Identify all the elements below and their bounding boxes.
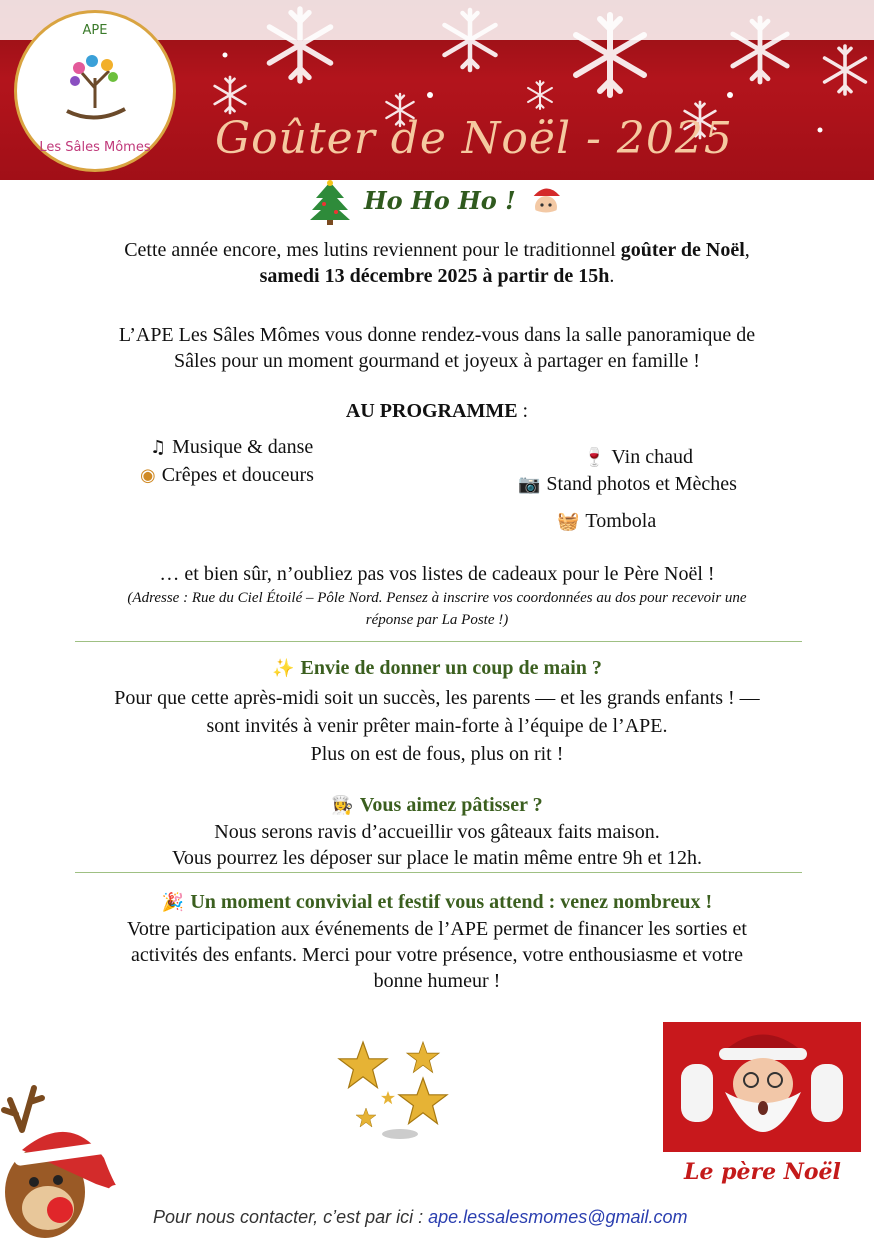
programme-label: Stand photos et Mèches [546, 473, 737, 495]
party-popper-icon: 🎉 [161, 892, 185, 913]
music-note-icon: ♫ [150, 437, 167, 458]
bake-line-2: Vous pourrez les déposer sur place le matin même entre 9h et 12h. [171, 847, 703, 869]
festive-line-1: Votre participation aux événements de l’APE permet de financer les sorties et [127, 918, 747, 940]
intro-text: Cette année encore, mes lutins reviennent pour le traditionnel [124, 239, 621, 261]
festive-heading-text: Un moment convivial et festif vous attend : venez nombreux ! [190, 891, 713, 913]
logo-name-text: Les Sâles Mômes [39, 140, 151, 155]
greeting-text: Ho Ho Ho ! [364, 186, 516, 215]
help-section [60, 655, 814, 767]
programme-item-wine [583, 446, 693, 469]
programme-label: Vin chaud [611, 446, 693, 468]
programme-title: AU PROGRAMME [345, 400, 518, 422]
contact-line [153, 1207, 688, 1228]
help-heading-text: Envie de donner un coup de main ? [300, 657, 602, 679]
address-note-line-1: (Adresse : Rue du Ciel Étoilé – Pôle Nord. Pensez à inscrire vos coordonnées au dos pour recevoir une [127, 590, 747, 606]
camera-icon: 📷 [518, 474, 541, 495]
help-line-2: sont invités à venir prêter main-forte à l’équipe de l’APE. [206, 715, 668, 737]
section-divider [75, 641, 802, 642]
festive-line-3: bonne humeur ! [373, 970, 501, 992]
bake-heading-text: Vous aimez pâtisser ? [359, 794, 543, 816]
intro-line-1 [60, 237, 814, 263]
festive-heading [60, 889, 814, 916]
bake-line-1: Nous serons ravis d’accueillir vos gâteaux faits maison. [214, 821, 660, 843]
bake-section [60, 792, 814, 871]
invite-line-2: Sâles pour un moment gourmand et joyeux à partager en famille ! [174, 350, 700, 372]
intro-period: . [609, 265, 615, 287]
santa-caption: Le père Noël [684, 1159, 841, 1185]
greeting-row [300, 180, 580, 228]
santa-portrait-icon [663, 1022, 861, 1152]
programme-heading [60, 398, 814, 424]
help-line-1: Pour que cette après-midi soit un succès, les parents — et les grands enfants ! — [114, 687, 760, 709]
intro-paragraph [60, 237, 814, 289]
section-divider [75, 872, 802, 873]
santa-face-icon [524, 182, 568, 226]
gift-basket-icon: 🧺 [557, 511, 580, 532]
help-heading [60, 655, 814, 682]
pancakes-icon: ◉ [140, 465, 156, 486]
intro-event-name: goûter de Noël [620, 239, 745, 261]
sparkles-icon: ✨ [272, 658, 295, 679]
festive-line-2: activités des enfants. Merci pour votre présence, votre enthousiasme et votre [130, 944, 743, 966]
logo-ape-text: APE [82, 23, 108, 38]
reminder-paragraph [60, 561, 814, 587]
baker-icon: 👩‍🍳 [331, 795, 354, 816]
wine-glass-icon: 🍷 [583, 447, 606, 468]
tree-hand-icon [17, 13, 173, 169]
programme-colon: : [517, 400, 529, 422]
page-title: Goûter de Noël - 2025 [215, 113, 733, 164]
contact-email-link[interactable]: ape.lessalesmomes@gmail.com [428, 1207, 688, 1227]
gold-stars-decoration [328, 1030, 458, 1140]
festive-section [60, 889, 814, 994]
bake-heading [60, 792, 814, 819]
invite-paragraph [60, 322, 814, 374]
santa-photo [663, 1022, 861, 1152]
intro-line-2 [60, 263, 814, 289]
programme-label: Musique & danse [172, 436, 314, 458]
programme-item-tombola [557, 510, 656, 533]
programme-item-crepes [140, 464, 314, 487]
help-line-3: Plus on est de fous, plus on rit ! [310, 743, 564, 765]
address-note-line-2: réponse par La Poste !) [365, 612, 509, 628]
invite-line-1: L’APE Les Sâles Mômes vous donne rendez-vous dans la salle panoramique de [118, 324, 756, 346]
ape-logo [14, 10, 176, 172]
programme-item-photos [518, 473, 737, 496]
reindeer-illustration [0, 1080, 130, 1240]
programme-item-music [150, 436, 313, 459]
intro-comma: , [744, 239, 750, 261]
christmas-tree-icon [306, 180, 354, 226]
address-note [60, 587, 814, 631]
intro-date: samedi 13 décembre 2025 à partir de 15h [259, 265, 610, 287]
programme-label: Tombola [585, 510, 657, 532]
reminder-line: … et bien sûr, n’oubliez pas vos listes de cadeaux pour le Père Noël ! [159, 563, 715, 585]
programme-label: Crêpes et douceurs [161, 464, 314, 486]
contact-prefix: Pour nous contacter, c’est par ici : [153, 1207, 429, 1227]
